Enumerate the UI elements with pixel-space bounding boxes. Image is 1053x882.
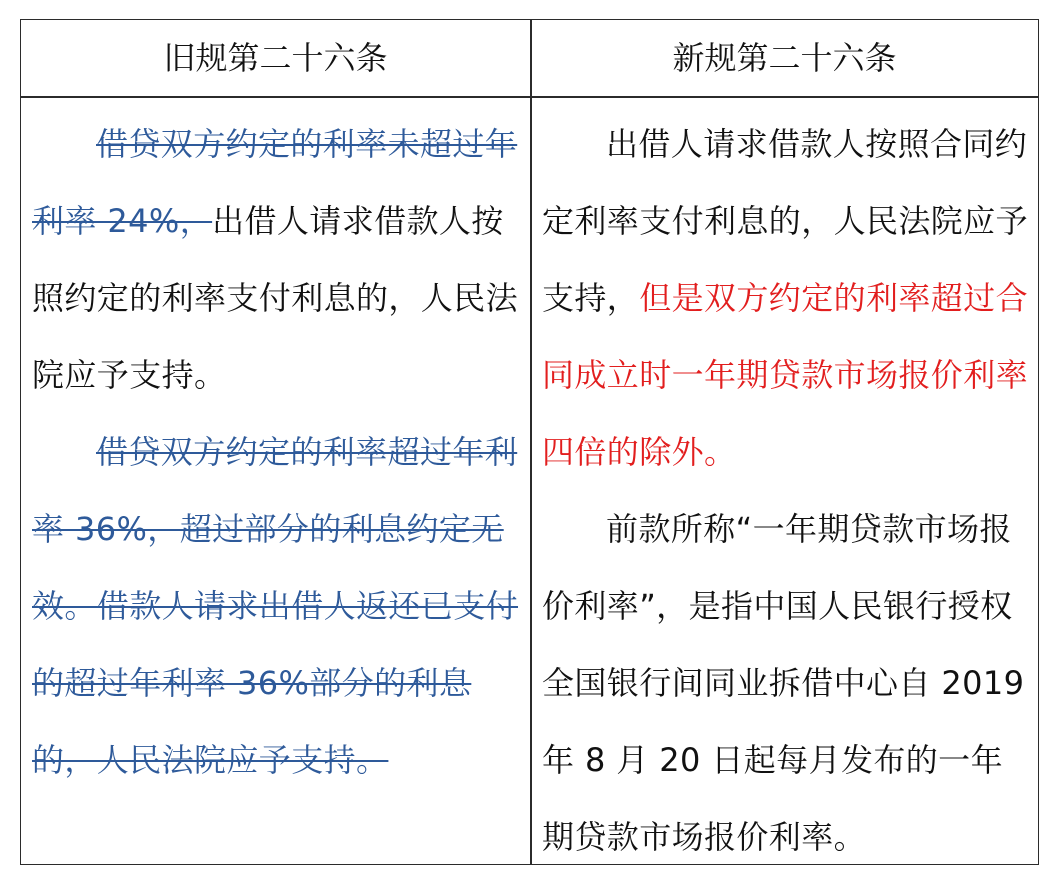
new-paragraph-1 — [542, 106, 1028, 491]
column-divider — [530, 20, 532, 864]
retained-text: 出借人请求借款人按照约定的利率支付利息的，人民法院应予支持。 — [32, 202, 519, 394]
added-text-highlight: 但是双方约定的利率超过合同成立时一年期贷款市场报价利率四倍的除外。 — [542, 279, 1029, 471]
comparison-table — [20, 19, 1039, 865]
old-paragraph-1 — [32, 106, 518, 414]
header-divider — [21, 96, 1038, 98]
new-article-cell — [542, 106, 1028, 876]
deleted-text: 借贷双方约定的利率超过年利率 36%，超过部分的利息约定无效。借款人请求出借人返还已支付的超过年利率 36%部分的利息的，人民法院应予支持。 — [32, 433, 519, 779]
new-text: 前款所称“一年期贷款市场报价利率”，是指中国人民银行授权全国银行间同业拆借中心自 2019 年 8 月 20 日起每月发布的一年期贷款市场报价利率。 — [542, 510, 1025, 856]
deleted-text: 借贷双方约定的利率未超过年利率 24%， — [32, 125, 518, 240]
new-paragraph-2 — [542, 491, 1028, 876]
header-old-article: 旧规第二十六条 — [163, 39, 388, 77]
header-new-article: 新规第二十六条 — [672, 39, 897, 77]
old-article-cell — [32, 106, 518, 799]
new-text: 出借人请求借款人按照合同约定利率支付利息的，人民法院应予支持， — [542, 125, 1029, 317]
old-paragraph-2 — [32, 414, 518, 799]
